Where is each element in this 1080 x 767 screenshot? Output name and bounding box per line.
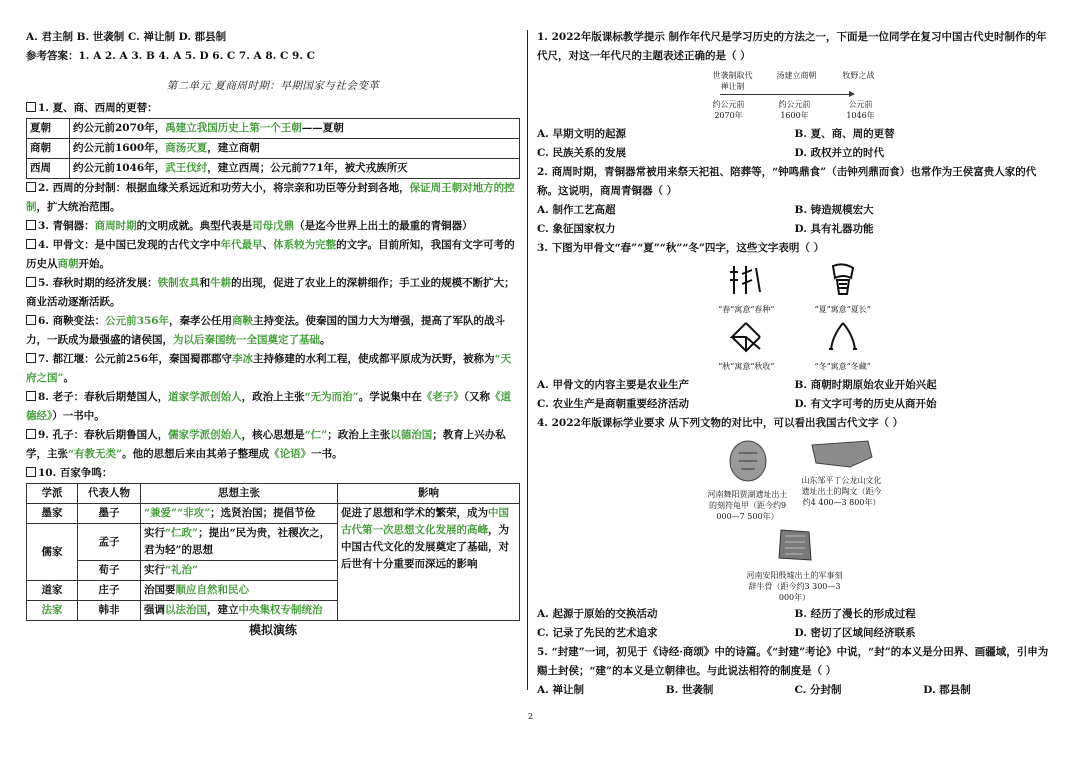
oracle-row [537,319,1052,372]
option[interactable]: D. 政权并立的时代 [794,147,885,159]
dynasty-name: 西周 [27,159,70,179]
school-cell: 道家 [27,581,78,601]
q5-options-row [537,681,1052,700]
header-figure: 代表人物 [78,484,141,504]
dynasty-desc: 约公元前1600年，商汤灭夏，建立商朝 [70,139,520,159]
option[interactable]: B. 商朝时期原始农业开始兴起 [794,379,937,391]
artifact: 河南舞阳贾湖遗址出土的刻符龟甲（距今约9 000—7 500年） [708,439,788,522]
item-8: 8. 老子：春秋后期楚国人，道家学派创始人，政治上主张“无为而治”。学说集中在《老子》（又称《道德经》）一书中。 [26,391,511,422]
q2-options-row [537,201,1052,220]
artifacts-row [537,439,1052,522]
q4-options-row [537,624,1052,643]
figure-cell: 庄子 [78,581,141,601]
oracle-winter-icon [823,319,863,355]
idea-cell: “兼爱”“非攻”；选贤治国；提倡节俭 [141,504,338,524]
mock-title: 模拟演练 [248,623,297,637]
option[interactable]: C. 象征国家权力 [537,223,616,235]
idea-cell: 实行“仁政”；提出“民为贵，社稷次之，君为轻”的思想 [141,524,338,561]
option[interactable]: A. 禅让制 [537,684,584,696]
q2-options-row [537,220,1052,239]
checkbox-icon [26,467,36,477]
q3-options-row [537,376,1052,395]
idea-cell: 强调以法治国，建立中央集权专制统治 [141,601,338,621]
artifact: 河南安阳殷墟出土的军事刻辞牛骨（距今约3 300—3 000年） [747,526,843,603]
checkbox-icon [26,429,36,439]
schools-table [26,483,520,621]
option[interactable]: A. 制作工艺高超 [537,204,616,216]
question-5: 5. “封建”一词，初见于《诗经·商颂》中的诗篇。《“封建”考论》中说，“封”的本义是分田界、画疆域，引申为赐土封侯；“建”的本义是立朝律也。与此说法相符的制度是（ ） [537,646,1049,677]
oracle-spring-icon [726,262,766,298]
dynasty-desc: 约公元前2070年，禹建立我国历史上第一个王朝——夏朝 [70,119,520,139]
artifact: 山东邹平丁公龙山文化遗址出土的陶文（距今约4 400—3 800年） [802,439,882,522]
option[interactable]: D. 密切了区域间经济联系 [794,627,916,639]
table-row [27,139,520,159]
school-cell: 墨家 [27,504,78,524]
school-cell: 法家 [27,601,78,621]
item-10-title: 10. 百家争鸣： [26,464,520,483]
checkbox-icon [26,220,36,230]
oracle-char: “冬”寓意“冬藏” [815,319,871,372]
dynasty-desc: 约公元前1046年，武王伐纣，建立西周；公元前771年，被犬戎族所灭 [70,159,520,179]
oracle-char: “秋”寓意“秋收” [718,319,774,372]
figure-cell: 荀子 [78,561,141,581]
checkbox-icon [26,102,36,112]
timeline-date: 约公元前2070年 [712,100,745,120]
left-column [26,28,520,640]
option[interactable]: A. 甲骨文的内容主要是农业生产 [537,379,689,391]
item-4: 4. 甲骨文：是中国已发现的古代文字中年代最早、体系较为完整的文字。目前所知，我国有文字可考的历史从商朝开始。 [26,239,515,270]
pottery-shard-icon [810,439,874,469]
idea-cell: 实行“礼治” [141,561,338,581]
question-1: 1. 2022年版课标教学提示 制作年代尺是学习历史的方法之一，下面是一位同学在复习中国古代史时制作的年代尺，对这一年代尺的主题表述正确的是（ ） [537,31,1047,62]
item-5: 5. 春秋时期的经济发展：铁制农具和牛耕的出现，促进了农业上的深耕细作；手工业的规模不断扩大；商业活动逐渐活跃。 [26,277,515,308]
dynasty-table [26,118,520,179]
option[interactable]: D. 郡县制 [923,684,971,696]
right-column [537,28,1052,700]
question-4: 4. 2022年版课标学业要求 从下列文物的对比中，可以看出我国古代文字（ ） [537,417,904,429]
oracle-char: “春”寓意“春种” [718,262,774,315]
option[interactable]: B. 经历了漫长的形成过程 [794,608,916,620]
checkbox-icon [26,391,36,401]
timeline-event: 汤建立商朝 [776,71,817,80]
checkbox-icon [26,315,36,325]
option[interactable]: C. 民族关系的发展 [537,147,626,159]
option[interactable]: D. 有文字可考的历史从商开始 [794,398,937,410]
header-impact: 影响 [338,484,520,504]
figure-cell: 孟子 [78,524,141,561]
timeline-event: 世袭制取代禅让制 [712,71,753,91]
question-3: 3. 下图为甲骨文“春”“夏”“秋”“冬”四字，这些文字表明（ ） [537,242,825,254]
q4-options-row [537,605,1052,624]
timeline-date: 公元前1046年 [846,100,875,120]
header-school: 学派 [27,484,78,504]
ox-bone-icon [775,526,815,564]
impact-cell: 促进了思想和学术的繁荣，成为中国古代第一次思想文化发展的高峰，为中国古代文化的发展奠定了基础，对后世有十分重要而深远的影响 [338,504,520,621]
checkbox-icon [26,277,36,287]
option[interactable]: A. 早期文明的起源 [537,128,626,140]
item-2: 2. 西周的分封制：根据血缘关系远近和功劳大小，将宗亲和功臣等分封到各地，保证周王朝对地方的控制，扩大统治范围。 [26,182,515,213]
question-2: 2. 商周时期，青铜器常被用来祭天祀祖、陪葬等，“钟鸣鼎食”（击钟列鼎而食）也常作为王侯富贵人家的代称。这说明，商周青铜器（ ） [537,166,1037,197]
idea-cell: 治国要顺应自然和民心 [141,581,338,601]
item-7: 7. 都江堰：公元前256年，秦国蜀郡郡守李冰主持修建的水利工程，使成都平原成为沃野，被称为“天府之国”。 [26,353,512,384]
page-number: 2 [528,712,534,721]
option[interactable]: C. 农业生产是商朝重要经济活动 [537,398,689,410]
checkbox-icon [26,239,36,249]
unit-title: 第二单元 夏商周时期：早期国家与社会变革 [166,80,380,92]
option[interactable]: C. 分封制 [794,684,842,696]
checkbox-icon [26,182,36,192]
q1-options-row [537,125,1052,144]
table-header-row [27,484,520,504]
item-9: 9. 孔子：春秋后期鲁国人，儒家学派创始人，核心思想是“仁”；政治上主张以德治国；教育上兴办私学，主张“有教无类”。他的思想后来由其弟子整理成《论语》一书。 [26,429,506,460]
timeline-event: 牧野之战 [842,71,875,80]
dynasty-name: 商朝 [27,139,70,159]
oracle-autumn-icon [726,319,766,355]
item-3: 3. 青铜器：商周时期的文明成就。典型代表是司母戊鼎（是迄今世界上出土的最重的青铜器） [26,217,520,236]
timeline-events [537,70,1052,92]
q3-options-row [537,395,1052,414]
tortoise-shell-icon [727,439,769,483]
table-row [27,119,520,139]
q1-options-row [537,144,1052,163]
previous-options: A. 君主制 B. 世袭制 C. 禅让制 D. 郡县制 [26,31,227,43]
table-row [27,504,520,524]
figure-cell: 墨子 [78,504,141,524]
dynasty-name: 夏朝 [27,119,70,139]
option[interactable]: B. 铸造规模宏大 [794,204,874,216]
checkbox-icon [26,353,36,363]
table-row [27,159,520,179]
oracle-char: “夏”寓意“夏长” [815,262,871,315]
timeline-dates [537,99,1052,121]
option[interactable]: D. 具有礼器功能 [794,223,874,235]
option[interactable]: C. 记录了先民的艺术追求 [537,627,658,639]
column-divider [527,30,528,690]
answer-key: 参考答案：1. A 2. A 3. B 4. A 5. D 6. C 7. A 8. C 9. C [26,50,315,62]
timeline-axis [720,94,850,95]
header-idea: 思想主张 [141,484,338,504]
option[interactable]: B. 夏、商、周的更替 [794,128,895,140]
item-1-title: 1. 夏、商、西周的更替： [26,99,520,118]
school-cell: 儒家 [27,524,78,581]
option[interactable]: B. 世袭制 [665,684,714,696]
figure-cell: 韩非 [78,601,141,621]
timeline-date: 约公元前1600年 [778,100,811,120]
item-6: 6. 商鞅变法：公元前356年，秦孝公任用商鞅主持变法。使秦国的国力大为增强，提高了军队的战斗力，一跃成为最强盛的诸侯国，为以后秦国统一全国奠定了基础。 [26,315,506,346]
oracle-row [537,262,1052,315]
oracle-summer-icon [823,262,863,298]
option[interactable]: A. 起源于原始的交换活动 [537,608,658,620]
